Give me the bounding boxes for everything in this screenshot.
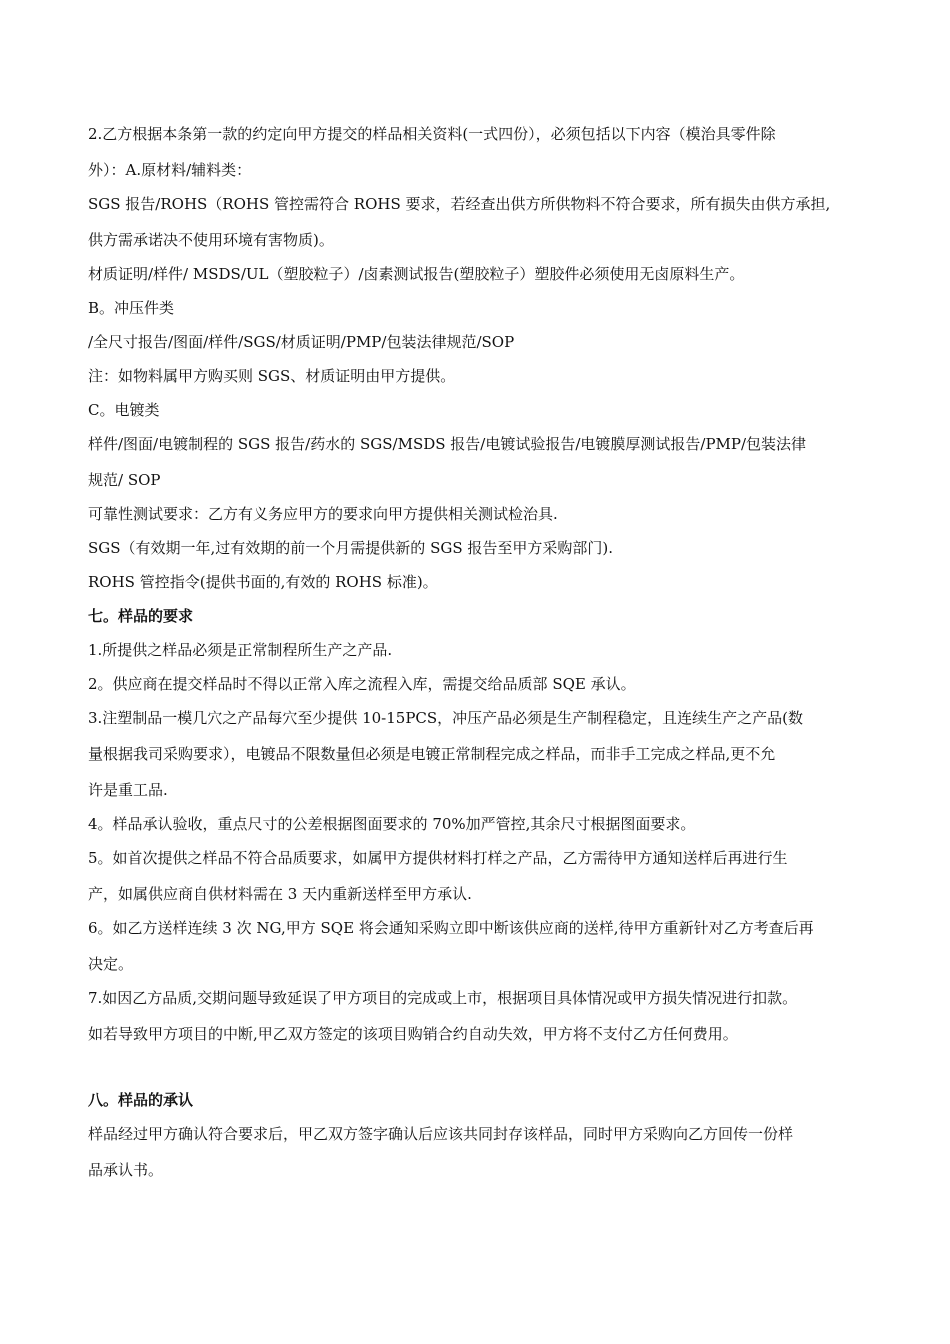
text-line: 材质证明/样件/ MSDS/UL（塑胶粒子）/卤素测试报告(塑胶粒子）塑胶件必须使用无卤原料生产。 <box>88 265 745 283</box>
section-heading: 八。样品的承认 <box>88 1091 194 1109</box>
text-line: 量根据我司采购要求），电镀品不限数量但必须是电镀正常制程完成之样品，而非手工完成之样品,更不允 <box>88 745 776 763</box>
text-line: 品承认书。 <box>88 1161 164 1179</box>
text-line: /全尺寸报告/图面/样件/SGS/材质证明/PMP/包装法律规范/SOP <box>88 333 515 351</box>
text-line: 4。样品承认验收，重点尺寸的公差根据图面要求的 70%加严管控,其余尺寸根据图面要求。 <box>88 815 696 833</box>
text-line: C。电镀类 <box>88 401 160 419</box>
text-line: 7.如因乙方品质,交期问题导致延误了甲方项目的完成或上市，根据项目具体情况或甲方损失情况进行扣款。 <box>88 989 798 1007</box>
text-line: 决定。 <box>88 955 134 973</box>
text-line: 2。供应商在提交样品时不得以正常入库之流程入库，需提交给品质部 SQE 承认。 <box>88 675 636 693</box>
text-line: 5。如首次提供之样品不符合品质要求，如属甲方提供材料打样之产品，乙方需待甲方通知送样后再进行生 <box>88 849 788 867</box>
text-line: 外）：A.原材料/辅料类： <box>88 161 252 179</box>
document-body <box>88 124 890 1180</box>
text-line: 1.所提供之样品必须是正常制程所生产之产品. <box>88 641 393 659</box>
text-line: 样件/图面/电镀制程的 SGS 报告/药水的 SGS/MSDS 报告/电镀试验报告/电镀膜厚测试报告/PMP/包装法律 <box>88 435 807 453</box>
text-line: B。冲压件类 <box>88 299 175 317</box>
text-line: 注：如物料属甲方购买则 SGS、材质证明由甲方提供。 <box>88 367 456 385</box>
text-line: 样品经过甲方确认符合要求后，甲乙双方签字确认后应该共同封存该样品，同时甲方采购向乙方回传一份样 <box>88 1125 794 1143</box>
text-line: 2.乙方根据本条第一款的约定向甲方提交的样品相关资料(一式四份），必须包括以下内容（模治具零件除 <box>88 125 776 143</box>
text-line: 6。如乙方送样连续 3 次 NG,甲方 SQE 将会通知采购立即中断该供应商的送样,待甲方重新针对乙方考查后再 <box>88 919 814 937</box>
text-line: 可靠性测试要求：乙方有义务应甲方的要求向甲方提供相关测试检治具. <box>88 505 558 523</box>
text-line: 如若导致甲方项目的中断,甲乙双方签定的该项目购销合约自动失效，甲方将不支付乙方任何费用。 <box>88 1025 738 1043</box>
text-line: ROHS 管控指令(提供书面的,有效的 ROHS 标准)。 <box>88 573 438 591</box>
text-line: 许是重工品. <box>88 781 168 799</box>
text-line: 规范/ SOP <box>88 471 161 489</box>
section-heading: 七。样品的要求 <box>88 607 194 625</box>
text-line: SGS（有效期一年,过有效期的前一个月需提供新的 SGS 报告至甲方采购部门). <box>88 539 613 557</box>
text-line: 产，如属供应商自供材料需在 3 天内重新送样至甲方承认. <box>88 885 472 903</box>
text-line: 供方需承诺决不使用环境有害物质)。 <box>88 231 334 249</box>
text-line: 3.注塑制品一模几穴之产品每穴至少提供 10-15PCS，冲压产品必须是生产制程稳定，且连续生产之产品(数 <box>88 709 804 727</box>
text-line: SGS 报告/ROHS（ROHS 管控需符合 ROHS 要求，若经查出供方所供物料不符合要求，所有损失由供方承担, <box>88 195 831 213</box>
